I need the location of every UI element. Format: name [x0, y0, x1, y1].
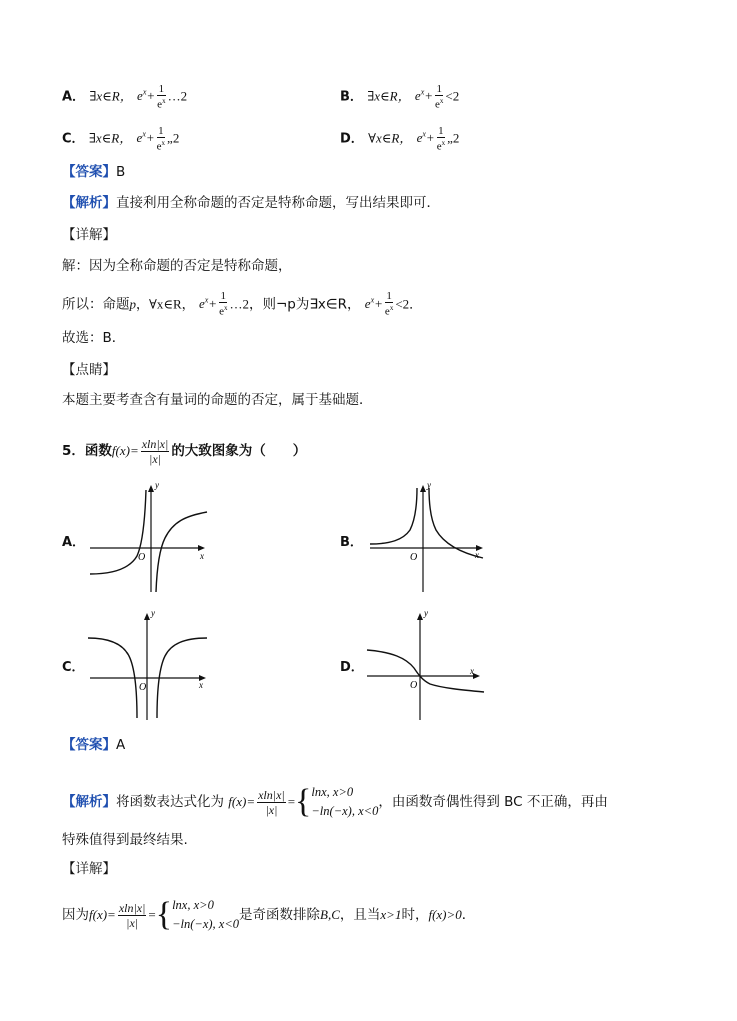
question-tail: 的大致图象为（ ） — [171, 443, 307, 459]
relation: „2 — [447, 130, 460, 146]
y-label: y — [424, 608, 428, 618]
origin-label: O — [138, 552, 146, 563]
quantifier: ∃x∈R， — [88, 130, 133, 146]
answer-tag: 【答案】 — [62, 737, 116, 753]
q4-analysis — [62, 193, 440, 213]
x-arrow — [473, 673, 480, 679]
fraction: $\frac{1}{e^x}$ — [156, 124, 166, 153]
answer-value: A — [116, 737, 126, 753]
analysis-tag: 【解析】 — [62, 794, 116, 810]
relation: …2 — [167, 88, 188, 104]
relation: …2 — [229, 296, 249, 312]
relation: „2 — [167, 130, 180, 146]
x-label: x — [199, 680, 203, 690]
fraction: $\frac{1}{e^x}$ — [436, 124, 446, 153]
fraction: $\frac{xln|x|}{|x|}$ — [258, 787, 285, 817]
condition: x>1 — [380, 907, 402, 922]
graph-c — [85, 608, 215, 723]
piecewise: lnx, x>0 −ln(−x), x<0 — [172, 898, 240, 931]
analysis-text: 直接利用全称命题的否定是特称命题，写出结果即可． — [116, 195, 440, 211]
text: ． — [461, 907, 476, 923]
fraction: $\frac{xln|x|}{|x|}$ — [141, 437, 169, 466]
graph-d — [362, 608, 492, 723]
option-label: C． — [62, 131, 85, 147]
q5-answer — [62, 735, 125, 755]
expr: $e^x+$ — [137, 88, 156, 104]
y-label: y — [155, 480, 159, 490]
option-a — [62, 83, 187, 110]
brace: { — [155, 896, 173, 933]
y-arrow — [417, 613, 423, 620]
y-arrow — [420, 485, 426, 492]
graph-a — [85, 480, 215, 595]
options-ref: B,C — [320, 907, 340, 922]
expr: $e^x+$ — [414, 88, 434, 104]
curve — [367, 650, 484, 692]
graph-label-b: B． — [340, 535, 363, 550]
q4-choose: 故选：B． — [62, 330, 126, 346]
text: 因为 — [62, 907, 89, 923]
fraction: $\frac{1}{e^x}$ — [435, 82, 444, 111]
q4-detail-line2: 所以：命题p，∀x∈R， $e^x+$ $\frac{1}{e^x}$ …2，则¬p为∃x∈R， $e^x+$ $\frac{1}{e^x}$ <2． — [62, 290, 423, 318]
q5-detail-tag: 【详解】 — [62, 861, 116, 877]
origin-label: O — [410, 680, 418, 691]
x-label: x — [200, 551, 204, 561]
fraction: $\frac{1}{e^x}$ — [219, 290, 228, 318]
question-number: 5．函数 — [62, 443, 112, 459]
option-label: B． — [340, 89, 363, 105]
text: 时， — [401, 907, 429, 923]
q5-stem — [62, 437, 306, 466]
option-d — [340, 125, 459, 152]
q4-detail-line1: 解：因为全称命题的否定是特称命题， — [62, 258, 292, 274]
prop-p: p — [129, 296, 136, 312]
relation: <2． — [395, 296, 423, 312]
q4-comment-tag: 【点睛】 — [62, 362, 116, 378]
y-arrow — [148, 485, 154, 492]
text: ，且当 — [339, 907, 381, 923]
option-b — [340, 83, 459, 110]
answer-tag: 【答案】 — [62, 164, 116, 180]
expr: $e^x+$ — [136, 130, 155, 146]
q4-comment: 本题主要考查含有量词的命题的否定，属于基础题． — [62, 392, 373, 408]
fraction: $\frac{1}{e^x}$ — [384, 290, 394, 318]
y-arrow — [144, 613, 150, 620]
text: 是奇函数排除 — [239, 907, 321, 923]
brace: { — [295, 783, 312, 820]
origin-label: O — [410, 552, 418, 563]
text: 所以：命题 — [62, 296, 130, 313]
analysis-text: 将函数表达式化为 — [116, 794, 224, 810]
quantifier: ∃x∈R， — [89, 88, 133, 104]
option-label: D． — [340, 131, 364, 147]
q5-analysis: 【解析】将函数表达式化为 f(x)= $\frac{xln|x|}{|x|}$ ={ lnx, x>0 −ln(−x), x<0 ，由函数奇偶性得到 BC 不正确，再由 — [62, 783, 608, 820]
option-label: A． — [62, 89, 86, 105]
fraction: $\frac{1}{e^x}$ — [157, 82, 166, 111]
func: f(x)= — [111, 443, 139, 458]
q5-analysis-cont: 特殊值得到最终结果. — [62, 832, 188, 848]
x-label: x — [475, 550, 479, 560]
origin-label: O — [139, 682, 147, 693]
quantifier: ∃x∈R， — [367, 88, 411, 104]
q4-answer — [62, 162, 125, 182]
quantifier: ∀x∈R， — [368, 130, 413, 146]
answer-value: B — [116, 164, 126, 180]
fraction: $\frac{xln|x|}{|x|}$ — [118, 900, 146, 930]
option-c — [62, 125, 179, 152]
relation: <2 — [445, 88, 460, 104]
graph-label-c: C． — [62, 660, 85, 675]
expr: $e^x+$ — [416, 130, 435, 146]
y-label: y — [151, 608, 155, 618]
graph-label-a: A． — [62, 535, 86, 550]
analysis-tag: 【解析】 — [62, 195, 116, 211]
result: f(x)>0 — [428, 907, 462, 922]
y-label: y — [427, 480, 431, 490]
graph-b — [365, 480, 495, 595]
piecewise: lnx, x>0 −ln(−x), x<0 — [311, 785, 379, 818]
text: ，则¬p为∃x∈R， — [248, 296, 361, 313]
curve-left — [370, 488, 417, 544]
x-label: x — [470, 666, 474, 676]
analysis-text: ，由函数奇偶性得到 BC 不正确，再由 — [378, 794, 608, 810]
q4-detail-tag: 【详解】 — [62, 227, 116, 243]
q5-detail: 因为f(x)= $\frac{xln|x|}{|x|}$ ={ lnx, x>0 −ln(−x), x<0 是奇函数排除B,C，且当x>1时，f(x)>0． — [62, 896, 476, 933]
graph-label-d: D． — [340, 660, 364, 675]
text: ，∀x∈R， — [136, 296, 195, 312]
